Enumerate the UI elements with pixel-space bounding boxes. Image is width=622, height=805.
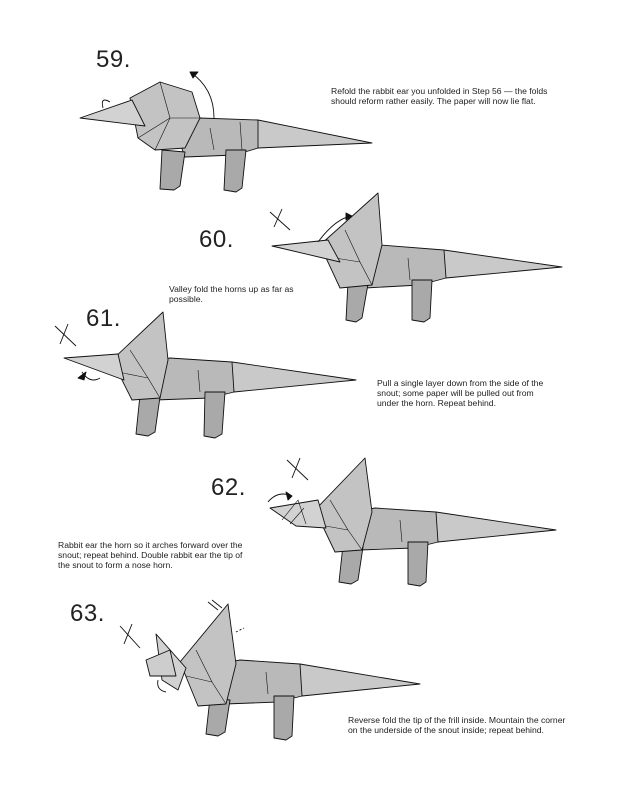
step-63-instructions: Reverse fold the tip of the frill inside. Mountain the corner on the underside of the snout inside; repeat behind.	[348, 715, 566, 735]
step-60-instructions: Valley fold the horns up as far as possible.	[169, 284, 294, 304]
step-59-number: 59.	[96, 46, 131, 73]
step-63-number: 63.	[70, 600, 105, 627]
step-62-instructions: Rabbit ear the horn so it arches forward over the snout; repeat behind. Double rabbit ear the tip of the snout to form a nose horn.	[58, 540, 243, 570]
step-59-instructions: Refold the rabbit ear you unfolded in Step 56 — the folds should reform rather easily. The paper will now lie flat.	[331, 86, 548, 106]
step-60-number: 60.	[199, 226, 234, 253]
step-61-instructions: Pull a single layer down from the side of the snout; some paper will be pulled out from under the horn. Repeat behind.	[377, 378, 544, 408]
step-61-number: 61.	[86, 305, 121, 332]
step-62-number: 62.	[211, 474, 246, 501]
